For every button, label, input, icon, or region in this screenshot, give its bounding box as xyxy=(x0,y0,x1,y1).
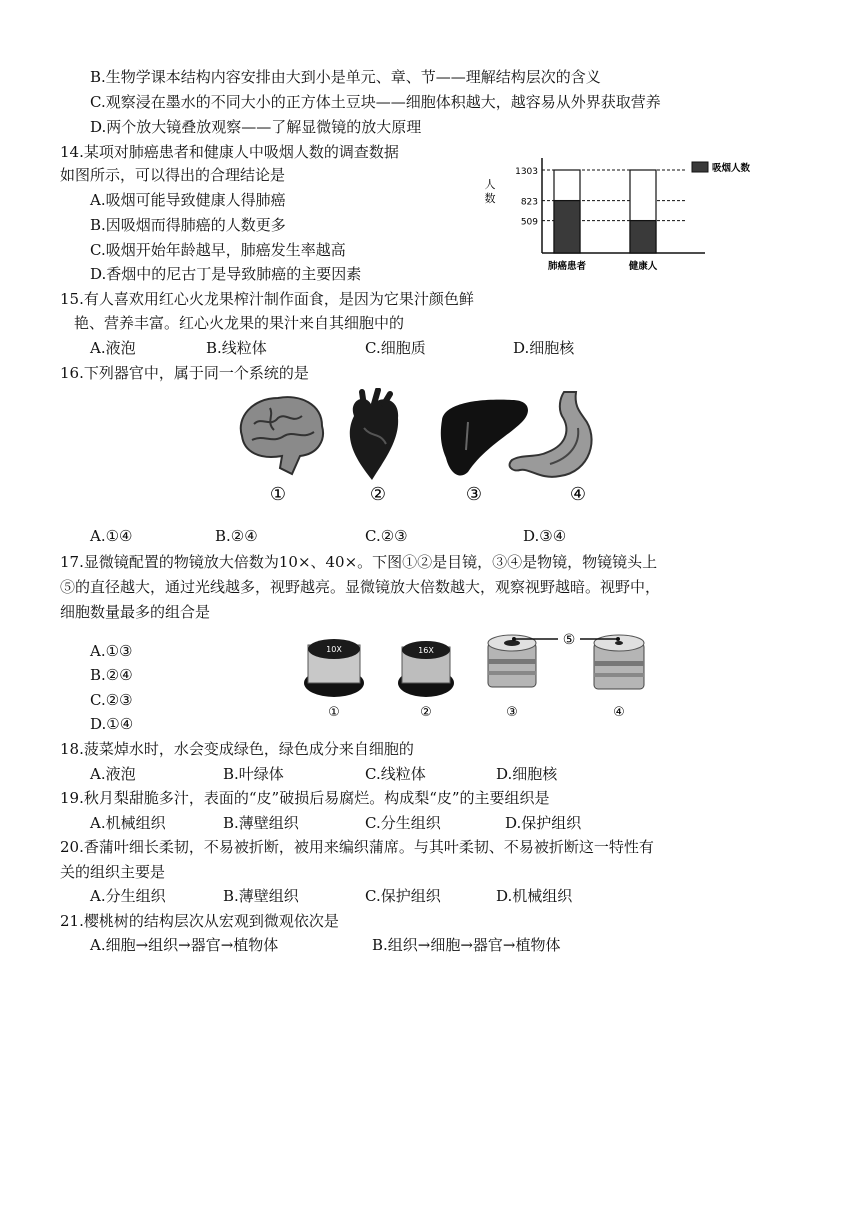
smoker-bar xyxy=(630,221,656,253)
q20-option-b: B.薄壁组织 xyxy=(223,887,299,905)
q19-option-c: C.分生组织 xyxy=(365,814,441,832)
lens-number-label: ③ xyxy=(506,705,518,720)
organ-number-label: ③ xyxy=(465,484,483,505)
brain-icon xyxy=(241,397,323,474)
q16-stem: 16.下列器官中，属于同一个系统的是 xyxy=(60,364,309,382)
heart-icon xyxy=(350,390,398,480)
q17-stem-line2: ⑤的直径越大，通过光线越多，视野越亮。显微镜放大倍数越大，观察视野越暗。视野中， xyxy=(60,578,661,596)
smoker-bar xyxy=(554,201,580,253)
objective-lens-3-icon xyxy=(488,635,536,687)
lens-number-label: ④ xyxy=(613,705,625,720)
x-category-label: 肺癌患者 xyxy=(547,261,587,272)
q18-stem: 18.菠菜焯水时，水会变成绿色，绿色成分来自细胞的 xyxy=(60,740,414,758)
organs-figure xyxy=(230,388,610,508)
y-tick-label: 1303 xyxy=(515,167,538,177)
smoking-bar-chart xyxy=(470,150,790,275)
q20-option-a: A.分生组织 xyxy=(90,887,166,905)
microscope-lenses-figure xyxy=(300,625,660,720)
q13-option-b: B.生物学课本结构内容安排由大到小是单元、章、节——理解结构层次的含义 xyxy=(90,68,601,86)
eyepiece-16x-label: 16X xyxy=(418,646,434,655)
q19-stem: 19.秋月梨甜脆多汁，表面的“皮”破损后易腐烂。构成梨“皮”的主要组织是 xyxy=(60,789,550,807)
q19-option-b: B.薄壁组织 xyxy=(223,814,299,832)
q20-option-d: D.机械组织 xyxy=(496,887,573,905)
organ-number-label: ④ xyxy=(569,484,587,505)
y-axis-label: 数 xyxy=(484,192,496,205)
q21-option-a: A.细胞→组织→器官→植物体 xyxy=(90,936,279,954)
organ-number-label: ① xyxy=(269,484,287,505)
q14-stem-line1: 14.某项对肺癌患者和健康人中吸烟人数的调查数据 xyxy=(60,143,399,161)
eyepiece-10x-label: 10X xyxy=(326,645,342,654)
lens-number-label: ① xyxy=(328,705,340,720)
q18-option-b: B.叶绿体 xyxy=(223,765,284,783)
q14-option-b: B.因吸烟而得肺癌的人数更多 xyxy=(90,216,286,234)
q17-option-d: D.①④ xyxy=(90,715,134,733)
q15-option-d: D.细胞核 xyxy=(513,339,575,357)
q14-stem-line2: 如图所示，可以得出的合理结论是 xyxy=(60,166,286,184)
eyepiece-16x-icon xyxy=(398,641,454,697)
q20-stem-line2: 关的组织主要是 xyxy=(60,863,166,881)
q14-option-d: D.香烟中的尼古丁是导致肺癌的主要因素 xyxy=(90,265,362,283)
q14-option-c: C.吸烟开始年龄越早，肺癌发生率越高 xyxy=(90,241,346,259)
q17-option-c: C.②③ xyxy=(90,691,133,709)
q15-option-b: B.线粒体 xyxy=(206,339,267,357)
q20-stem-line1: 20.香蒲叶细长柔韧，不易被折断，被用来编织蒲席。与其叶柔韧、不易被折断这一特性有 xyxy=(60,838,654,856)
q13-option-d: D.两个放大镜叠放观察——了解显微镜的放大原理 xyxy=(90,118,422,136)
lens-number-label: ② xyxy=(420,705,432,720)
q16-option-c: C.②③ xyxy=(365,527,408,545)
q17-stem-line1: 17.显微镜配置的物镜放大倍数为10×、40×。下图①②是目镜，③④是物镜，物镜镜头上 xyxy=(60,553,658,571)
q15-stem-line1: 15.有人喜欢用红心火龙果榨汁制作面食，是因为它果汁颜色鲜 xyxy=(60,290,474,308)
eyepiece-10x-icon xyxy=(304,639,364,697)
q17-option-b: B.②④ xyxy=(90,666,133,684)
q21-stem: 21.樱桃树的结构层次从宏观到微观依次是 xyxy=(60,912,339,930)
q18-option-c: C.线粒体 xyxy=(365,765,426,783)
q17-option-a: A.①③ xyxy=(90,642,133,660)
q17-stem-line3: 细胞数量最多的组合是 xyxy=(60,603,211,621)
q15-option-a: A.液泡 xyxy=(90,339,136,357)
q15-option-c: C.细胞质 xyxy=(365,339,426,357)
q20-option-c: C.保护组织 xyxy=(365,887,441,905)
q18-option-d: D.细胞核 xyxy=(496,765,558,783)
q19-option-a: A.机械组织 xyxy=(90,814,166,832)
organ-number-label: ② xyxy=(369,484,387,505)
q16-option-a: A.①④ xyxy=(90,527,133,545)
objective-lens-4-icon xyxy=(594,635,644,689)
legend-swatch xyxy=(692,162,708,172)
legend-label: 吸烟人数 xyxy=(712,163,751,174)
y-axis-label: 人 xyxy=(484,178,496,191)
x-category-label: 健康人 xyxy=(628,261,658,272)
y-tick-label: 823 xyxy=(520,197,538,208)
q19-option-d: D.保护组织 xyxy=(505,814,582,832)
q14-option-a: A.吸烟可能导致健康人得肺癌 xyxy=(90,191,286,209)
y-tick-label: 509 xyxy=(520,217,538,228)
pointer-label-5: ⑤ xyxy=(562,632,576,648)
q16-option-d: D.③④ xyxy=(523,527,567,545)
q21-option-b: B.组织→细胞→器官→植物体 xyxy=(372,936,561,954)
q13-option-c: C.观察浸在墨水的不同大小的正方体土豆块——细胞体积越大，越容易从外界获取营养 xyxy=(90,93,661,111)
q15-stem-line2: 艳、营养丰富。红心火龙果的果汁来自其细胞中的 xyxy=(74,314,405,332)
q16-option-b: B.②④ xyxy=(215,527,258,545)
q18-option-a: A.液泡 xyxy=(90,765,136,783)
